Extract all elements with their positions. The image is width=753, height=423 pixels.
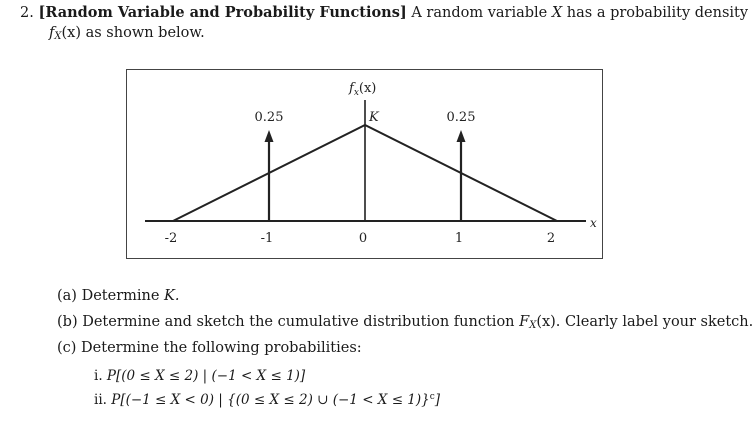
tick-label: 1	[454, 231, 464, 246]
part-c-i-label: i.	[94, 368, 103, 384]
part-c-i-expression: P[(0 ≤ X ≤ 2) | (−1 < X ≤ 1)]	[106, 368, 306, 384]
part-c-i	[94, 367, 305, 385]
tick-label: -2	[164, 231, 178, 246]
part-a-var: K.	[164, 288, 180, 304]
part-a	[57, 287, 180, 305]
impulse-arrowhead	[265, 130, 274, 142]
part-c-ii	[94, 388, 440, 409]
intro-text-b: has a probability density	[566, 5, 749, 21]
part-c	[57, 339, 362, 357]
peak-label: K	[369, 110, 379, 125]
pdf-subscript: X	[54, 31, 62, 42]
variable-x: X	[551, 5, 563, 21]
part-c-ii-label: ii.	[94, 392, 107, 408]
part-c-ii-expression: P[(−1 ≤ X < 0) | {(0 ≤ X ≤ 2) ∪ (−1 < X ≤ 1)}	[111, 392, 430, 408]
tick-label: 2	[546, 231, 556, 246]
part-c-label: (c)	[57, 340, 77, 356]
y-axis-label: $f_x(x)$	[349, 81, 377, 98]
intro-text-a: A random variable	[411, 5, 548, 21]
impulse-label: 0.25	[446, 110, 476, 125]
part-b-label: (b)	[57, 314, 78, 330]
pdf-argument: (x)	[61, 25, 81, 41]
part-b-text-1: Determine and sketch the cumulative distribution function	[82, 314, 515, 330]
part-b-text-2: Clearly label your sketch.	[565, 314, 753, 330]
cdf-argument: (x).	[536, 314, 561, 330]
tick-label: -1	[260, 231, 274, 246]
part-b	[57, 313, 753, 335]
complement-superscript: c	[429, 392, 435, 402]
cdf-symbol: F	[519, 314, 530, 330]
question-number: 2.	[20, 5, 34, 21]
tick-label: 0	[358, 231, 368, 246]
pdf-symbol: f	[49, 25, 55, 41]
part-a-label: (a)	[57, 288, 77, 304]
part-c-ii-end: ]	[434, 392, 441, 408]
part-c-text: Determine the following probabilities:	[81, 340, 362, 356]
impulse-label: 0.25	[254, 110, 284, 125]
part-a-text: Determine	[81, 288, 160, 304]
intro-text-c: as shown below.	[85, 25, 205, 41]
question-title: [Random Variable and Probability Functions]	[38, 4, 407, 21]
tick-group	[165, 231, 555, 246]
impulse-arrowhead	[457, 130, 466, 142]
cdf-subscript: X	[529, 320, 537, 331]
x-axis-label: x	[590, 216, 597, 230]
